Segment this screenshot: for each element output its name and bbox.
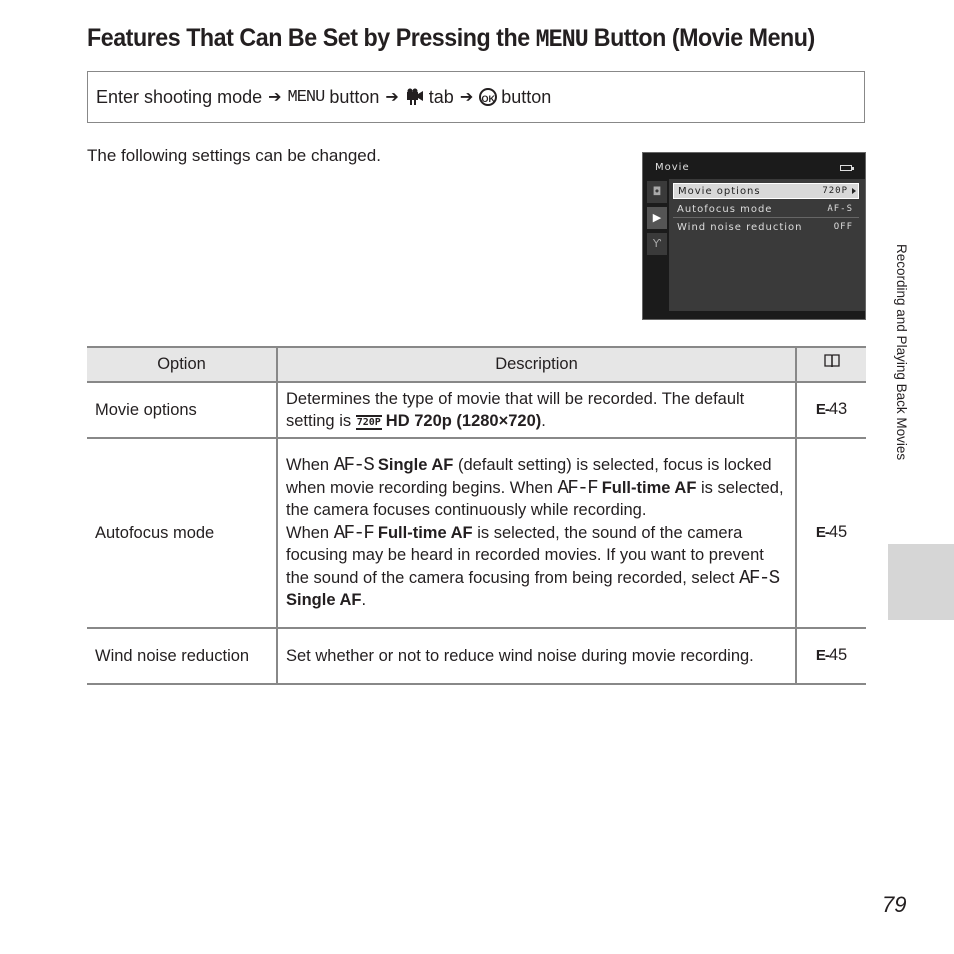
af-f-icon: AF-F xyxy=(333,521,374,544)
arrow-icon: ➔ xyxy=(268,89,282,106)
column-header-option: Option xyxy=(87,347,277,382)
reference-page-number: 45 xyxy=(828,646,848,665)
nav-step-ok-button: button xyxy=(501,86,552,107)
menu-button-glyph: MENU xyxy=(535,25,588,54)
navigation-path-box xyxy=(87,71,865,123)
column-header-reference xyxy=(796,347,866,382)
description-bold: Single AF xyxy=(286,591,362,610)
option-description xyxy=(277,628,796,684)
options-table xyxy=(87,346,866,685)
camera-menu-item-value: 720P xyxy=(822,186,848,196)
ok-button-icon: OK xyxy=(479,88,497,106)
title-text-after: Button (Movie Menu) xyxy=(587,24,815,52)
table-row xyxy=(87,382,866,438)
table-row xyxy=(87,438,866,628)
section-thumb-tab xyxy=(888,544,954,620)
af-s-icon: AF-S xyxy=(739,566,779,589)
camera-menu-item-label: Movie options xyxy=(678,186,761,197)
description-text: is selected, the camera focuses continuously while recording. xyxy=(286,478,784,520)
camera-tab-icon: ◘ xyxy=(647,181,667,203)
camera-menu-item-value: AF-S xyxy=(827,204,853,214)
af-f-icon: AF-F xyxy=(557,476,598,499)
camera-menu-item-label: Wind noise reduction xyxy=(677,222,803,233)
camera-screen xyxy=(642,152,866,320)
description-text: Determines the type of movie that will be recorded. The default setting is xyxy=(286,389,745,430)
description-bold: Full-time AF xyxy=(377,523,473,542)
description-bold: Single AF xyxy=(377,456,454,475)
page-number: 79 xyxy=(882,892,907,917)
camera-menu-item-label: Autofocus mode xyxy=(677,204,773,215)
nav-step-shooting-mode: Enter shooting mode xyxy=(96,86,263,107)
intro-text: The following settings can be changed. xyxy=(87,146,381,165)
description-text: When xyxy=(286,456,334,475)
page-reference: E‑45 xyxy=(796,438,866,628)
camera-screen-bottom-bar xyxy=(643,311,865,319)
camera-menu-title: Movie xyxy=(655,162,690,173)
page-title xyxy=(87,24,815,54)
description-text: is selected, the sound of the camera focusing may be heard in recorded movies. If you want to prevent the sound of the camera focusing from being recorded, select xyxy=(286,523,764,587)
nav-step-button: button xyxy=(329,86,380,107)
arrow-icon: ➔ xyxy=(459,89,474,106)
table-header-row xyxy=(87,347,866,382)
description-text: Set whether or not to reduce wind noise during movie recording. xyxy=(286,646,754,665)
reference-page-number: 45 xyxy=(828,523,848,542)
column-header-description: Description xyxy=(277,347,796,382)
hd-720p-icon: 720P xyxy=(356,417,381,428)
chevron-right-icon xyxy=(852,188,856,194)
menu-button-glyph: MENU xyxy=(287,87,325,107)
wrench-icon: Ƴ xyxy=(647,233,667,255)
section-side-label: Recording and Playing Back Movies xyxy=(894,244,909,461)
camera-menu-item-value: OFF xyxy=(833,222,853,232)
page-reference: E‑43 xyxy=(796,382,866,438)
description-bold: Full-time AF xyxy=(601,478,697,497)
title-text-before: Features That Can Be Set by Pressing the xyxy=(87,24,536,52)
option-name: Wind noise reduction xyxy=(87,628,277,684)
camera-menu-item-autofocus-mode xyxy=(673,202,859,218)
description-text: When xyxy=(286,523,334,542)
reference-page-number: 43 xyxy=(828,400,848,419)
option-name: Movie options xyxy=(87,382,277,438)
reference-section-icon: E xyxy=(815,401,825,419)
movie-camera-icon xyxy=(405,88,425,106)
reference-section-icon: E xyxy=(815,647,825,665)
option-name: Autofocus mode xyxy=(87,438,277,628)
camera-menu-item-wind-noise xyxy=(673,220,859,236)
movie-tab-icon: ▶ xyxy=(647,207,667,229)
description-bold: HD 720p (1280×720) xyxy=(385,412,542,430)
camera-menu-item-movie-options xyxy=(673,183,859,199)
arrow-icon: ➔ xyxy=(385,89,399,106)
option-description xyxy=(277,438,796,628)
table-row xyxy=(87,628,866,684)
af-s-icon: AF-S xyxy=(333,454,374,477)
reference-section-icon: E xyxy=(815,524,825,542)
description-text: . xyxy=(361,591,367,610)
battery-icon xyxy=(840,165,852,171)
book-icon xyxy=(823,353,841,369)
nav-step-tab: tab xyxy=(428,86,454,107)
option-description xyxy=(277,382,796,438)
camera-menu-panel xyxy=(669,179,865,311)
divider xyxy=(673,217,859,218)
description-text: (default setting) is selected, focus is locked when movie recording begins. When xyxy=(286,456,772,497)
camera-menu-tabs xyxy=(647,181,669,317)
description-text: . xyxy=(541,412,546,430)
page-reference: E‑45 xyxy=(796,628,866,684)
